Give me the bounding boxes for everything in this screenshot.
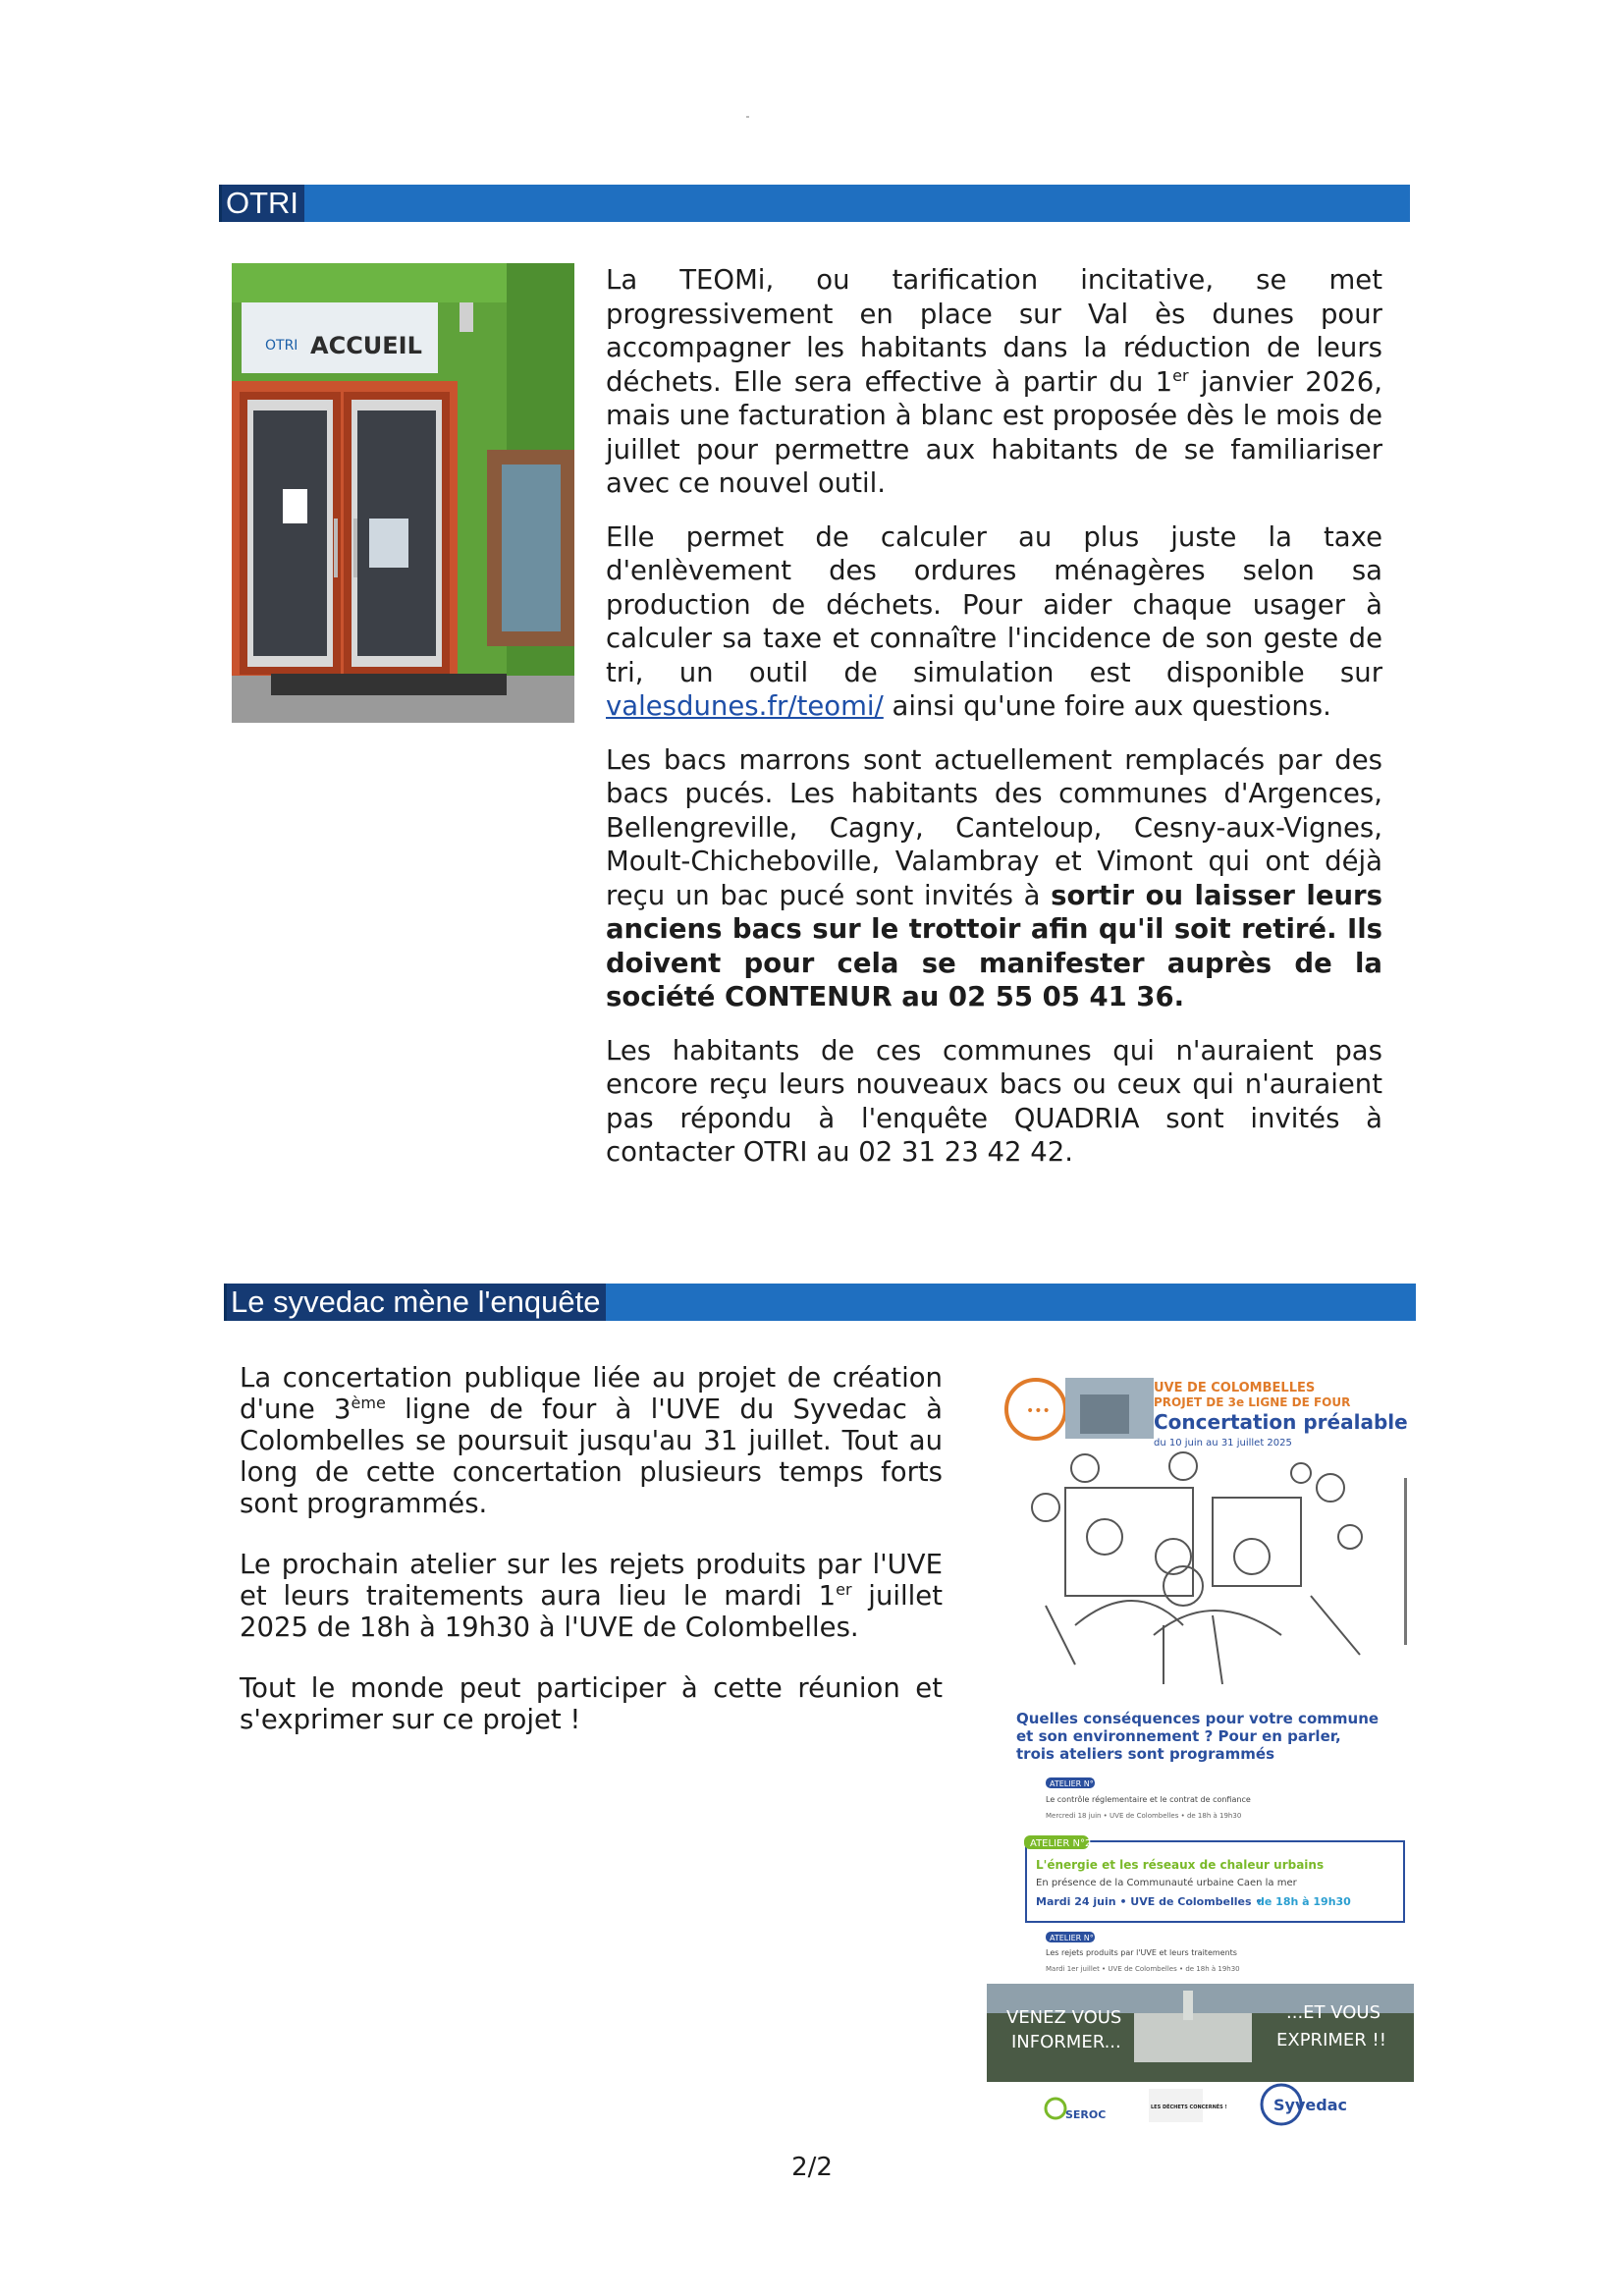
- atelier-2-date: Mardi 24 juin • UVE de Colombelles •: [1036, 1895, 1263, 1908]
- syvedac-body-text: [240, 1362, 943, 1755]
- banner-right-1: ...ET VOUS: [1286, 2002, 1381, 2023]
- atelier-1-title: Le contrôle réglementaire et le contrat de confiance: [1046, 1795, 1251, 1804]
- atelier-3-date: Mardi 1er juillet • UVE de Colombelles • de 18h à 19h30: [1046, 1965, 1240, 1973]
- poster-header-2: PROJET DE 3e LIGNE DE FOUR: [1154, 1395, 1351, 1409]
- logo-seroc: SEROC: [1065, 2108, 1107, 2121]
- atelier-1-date: Mercredi 18 juin • UVE de Colombelles • de 18h à 19h30: [1046, 1812, 1242, 1820]
- section-header-otri: [219, 185, 1410, 222]
- poster-dates: du 10 juin au 31 juillet 2025: [1154, 1438, 1292, 1449]
- poster-question-1: Quelles conséquences pour votre commune: [1016, 1710, 1380, 1727]
- banner-right-2: EXPRIMER !!: [1276, 2030, 1386, 2050]
- section-header-syvedac: [224, 1284, 1416, 1321]
- sign-brand: OTRI: [265, 338, 298, 354]
- otri-paragraph-1: La TEOMi, ou tarification incitative, se met progressivement en place sur Val ès dunes pour accompagner les habitants dans la réduction de leurs déchets. Elle sera effective à partir du 1er janvier 2026, mais une facturation à blanc est proposée dès le mois de juillet pour permettre aux habitants de se familiariser avec ce nouvel outil.: [606, 264, 1382, 499]
- concertation-poster: [987, 1370, 1419, 2126]
- banner-left-1: VENEZ VOUS: [1006, 2007, 1122, 2028]
- poster-header-1: UVE DE COLOMBELLES: [1154, 1381, 1316, 1395]
- logo-dechets: LES DÉCHETS CONCERNÉS !: [1151, 2105, 1227, 2110]
- teomi-link[interactable]: valesdunes.fr/teomi/: [606, 690, 884, 722]
- sign-text: ACCUEIL: [310, 332, 422, 359]
- atelier-1-tag: ATELIER N°1: [1050, 1779, 1099, 1788]
- atelier-2-title: L'énergie et les réseaux de chaleur urbains: [1036, 1858, 1325, 1872]
- logo-syvedac: Syvedac: [1273, 2096, 1347, 2114]
- otri-paragraph-2: Elle permet de calculer au plus juste la taxe d'enlèvement des ordures ménagères selon sa production de déchets. Pour aider chaque usager à calculer sa taxe et connaître l'incidence de son geste de tri, un outil de simulation est disponible sur valesdunes.fr/teomi/ ainsi qu'une foire aux questions.: [606, 520, 1382, 722]
- poster-question-3: trois ateliers sont programmés: [1016, 1745, 1274, 1763]
- atelier-2-sub: En présence de la Communauté urbaine Caen la mer: [1036, 1878, 1297, 1888]
- syvedac-paragraph-2: Le prochain atelier sur les rejets produits par l'UVE et leurs traitements aura lieu le mardi 1er juillet 2025 de 18h à 19h30 à l'UVE de Colombelles.: [240, 1549, 943, 1643]
- poster-question-2: et son environnement ? Pour en parler,: [1016, 1727, 1341, 1745]
- otri-paragraph-3: Les bacs marrons sont actuellement remplacés par des bacs pucés. Les habitants des communes d'Argences, Bellengreville, Cagny, Canteloup, Cesny-aux-Vignes, Moult-Chicheboville, Valambray et Vimont qui ont déjà reçu un bac pucé sont invités à sortir ou laisser leurs anciens bacs sur le trottoir afin qu'il soit retiré. Ils doivent pour cela se manifester auprès de la société CONTENUR au 02 55 05 41 36.: [606, 743, 1382, 1012]
- atelier-3-tag: ATELIER N°3: [1050, 1934, 1099, 1942]
- photo-illustration: [232, 263, 574, 723]
- section-title: Le syvedac mène l'enquête: [227, 1284, 606, 1321]
- syvedac-paragraph-3: Tout le monde peut participer à cette réunion et s'exprimer sur ce projet !: [240, 1672, 943, 1735]
- atelier-2-tag: ATELIER N°2: [1030, 1838, 1092, 1849]
- scan-speck: [746, 116, 749, 118]
- otri-body-text: [606, 263, 1382, 1189]
- syvedac-paragraph-1: La concertation publique liée au projet de création d'une 3ème ligne de four à l'UVE du Syvedac à Colombelles se poursuit jusqu'au 31 juillet. Tout au long de cette concertation plusieurs temps forts sont programmés.: [240, 1362, 944, 1519]
- poster-illustration: [987, 1370, 1419, 2126]
- otri-paragraph-4: Les habitants de ces communes qui n'auraient pas encore reçu leurs nouveaux bacs ou ceux qui n'auraient pas répondu à l'enquête QUADRIA sont invités à contacter OTRI au 02 31 23 42 42.: [606, 1034, 1382, 1168]
- section-title: OTRI: [222, 185, 304, 222]
- svg-text:•••: •••: [1026, 1403, 1051, 1419]
- atelier-2-time: de 18h à 19h30: [1257, 1895, 1351, 1908]
- poster-title: Concertation préalable: [1154, 1410, 1408, 1434]
- atelier-3-title: Les rejets produits par l'UVE et leurs traitements: [1046, 1948, 1237, 1957]
- page-number: 2/2: [791, 2153, 833, 2182]
- otri-accueil-photo: [232, 263, 574, 723]
- banner-left-2: INFORMER...: [1011, 2032, 1121, 2052]
